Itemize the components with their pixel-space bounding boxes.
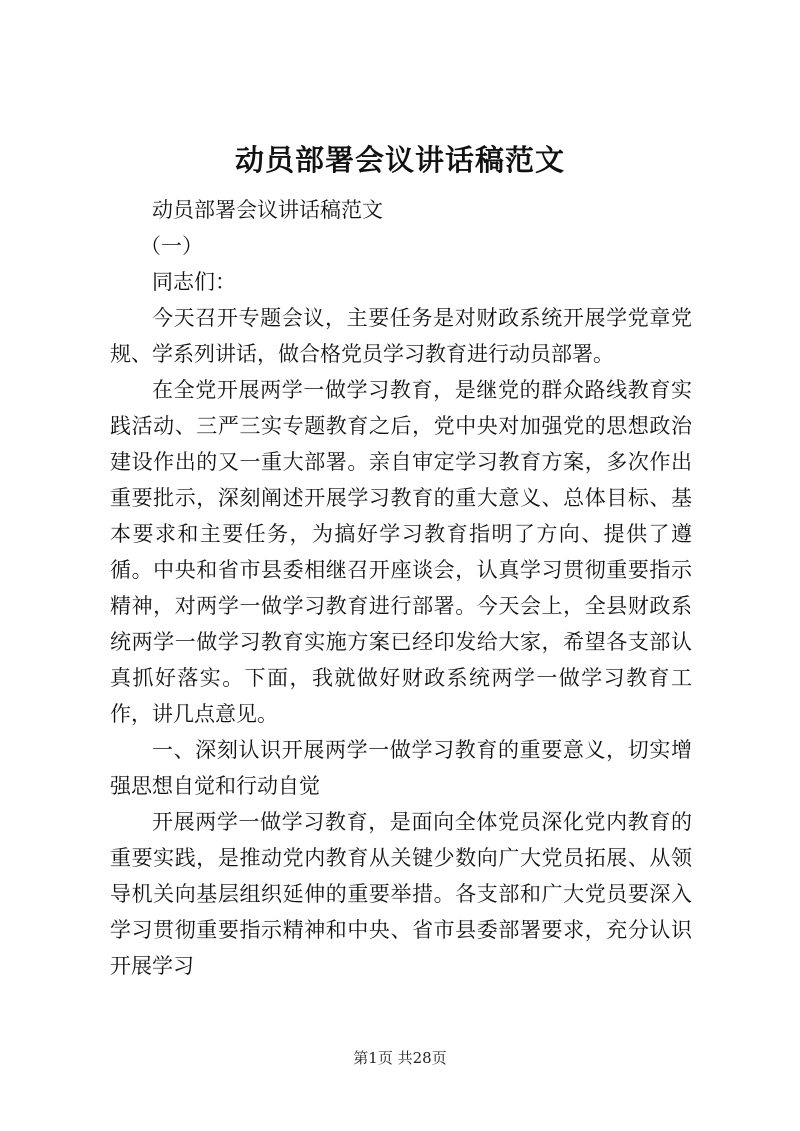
section-number-paragraph: （一） xyxy=(140,234,203,258)
document-title: 动员部署会议讲话稿范文 xyxy=(234,143,565,177)
body-paragraph: 今天召开专题会议，主要任务是对财政系统开展学党章党规、学系列讲话，做合格党员学习教育进行动员部署。 xyxy=(110,306,692,366)
page-number-footer: 第1页 共28页 xyxy=(353,1049,447,1067)
salutation-paragraph: 同志们： xyxy=(152,270,236,294)
body-paragraph: 在全党开展两学一做学习教育，是继党的群众路线教育实践活动、三严三实专题教育之后，党中央对加强党的思想政治建设作出的又一重大部署。亲自审定学习教育方案，多次作出重要批示，深刻阐述开展学习教育的重大意义、总体目标、基本要求和主要任务，为搞好学习教育指明了方向、提供了遵循。中央和省市县委相继召开座谈会，认真学习贯彻重要指示精神，对两学一做学习教育进行部署。今天会上，全县财政系统两学一做学习教育实施方案已经印发给大家，希望各支部认真抓好落实。下面，我就做好财政系统两学一做学习教育工作，讲几点意见。 xyxy=(110,378,692,726)
document-body xyxy=(110,192,692,984)
subtitle-paragraph: 动员部署会议讲话稿范文 xyxy=(152,198,383,222)
section-heading-paragraph: 一、深刻认识开展两学一做学习教育的重要意义，切实增强思想自觉和行动自觉 xyxy=(110,738,692,798)
body-paragraph: 开展两学一做学习教育，是面向全体党员深化党内教育的重要实践，是推动党内教育从关键少数向广大党员拓展、从领导机关向基层组织延伸的重要举措。各支部和广大党员要深入学习贯彻重要指示精神和中央、省市县委部署要求，充分认识开展学习 xyxy=(110,810,692,978)
